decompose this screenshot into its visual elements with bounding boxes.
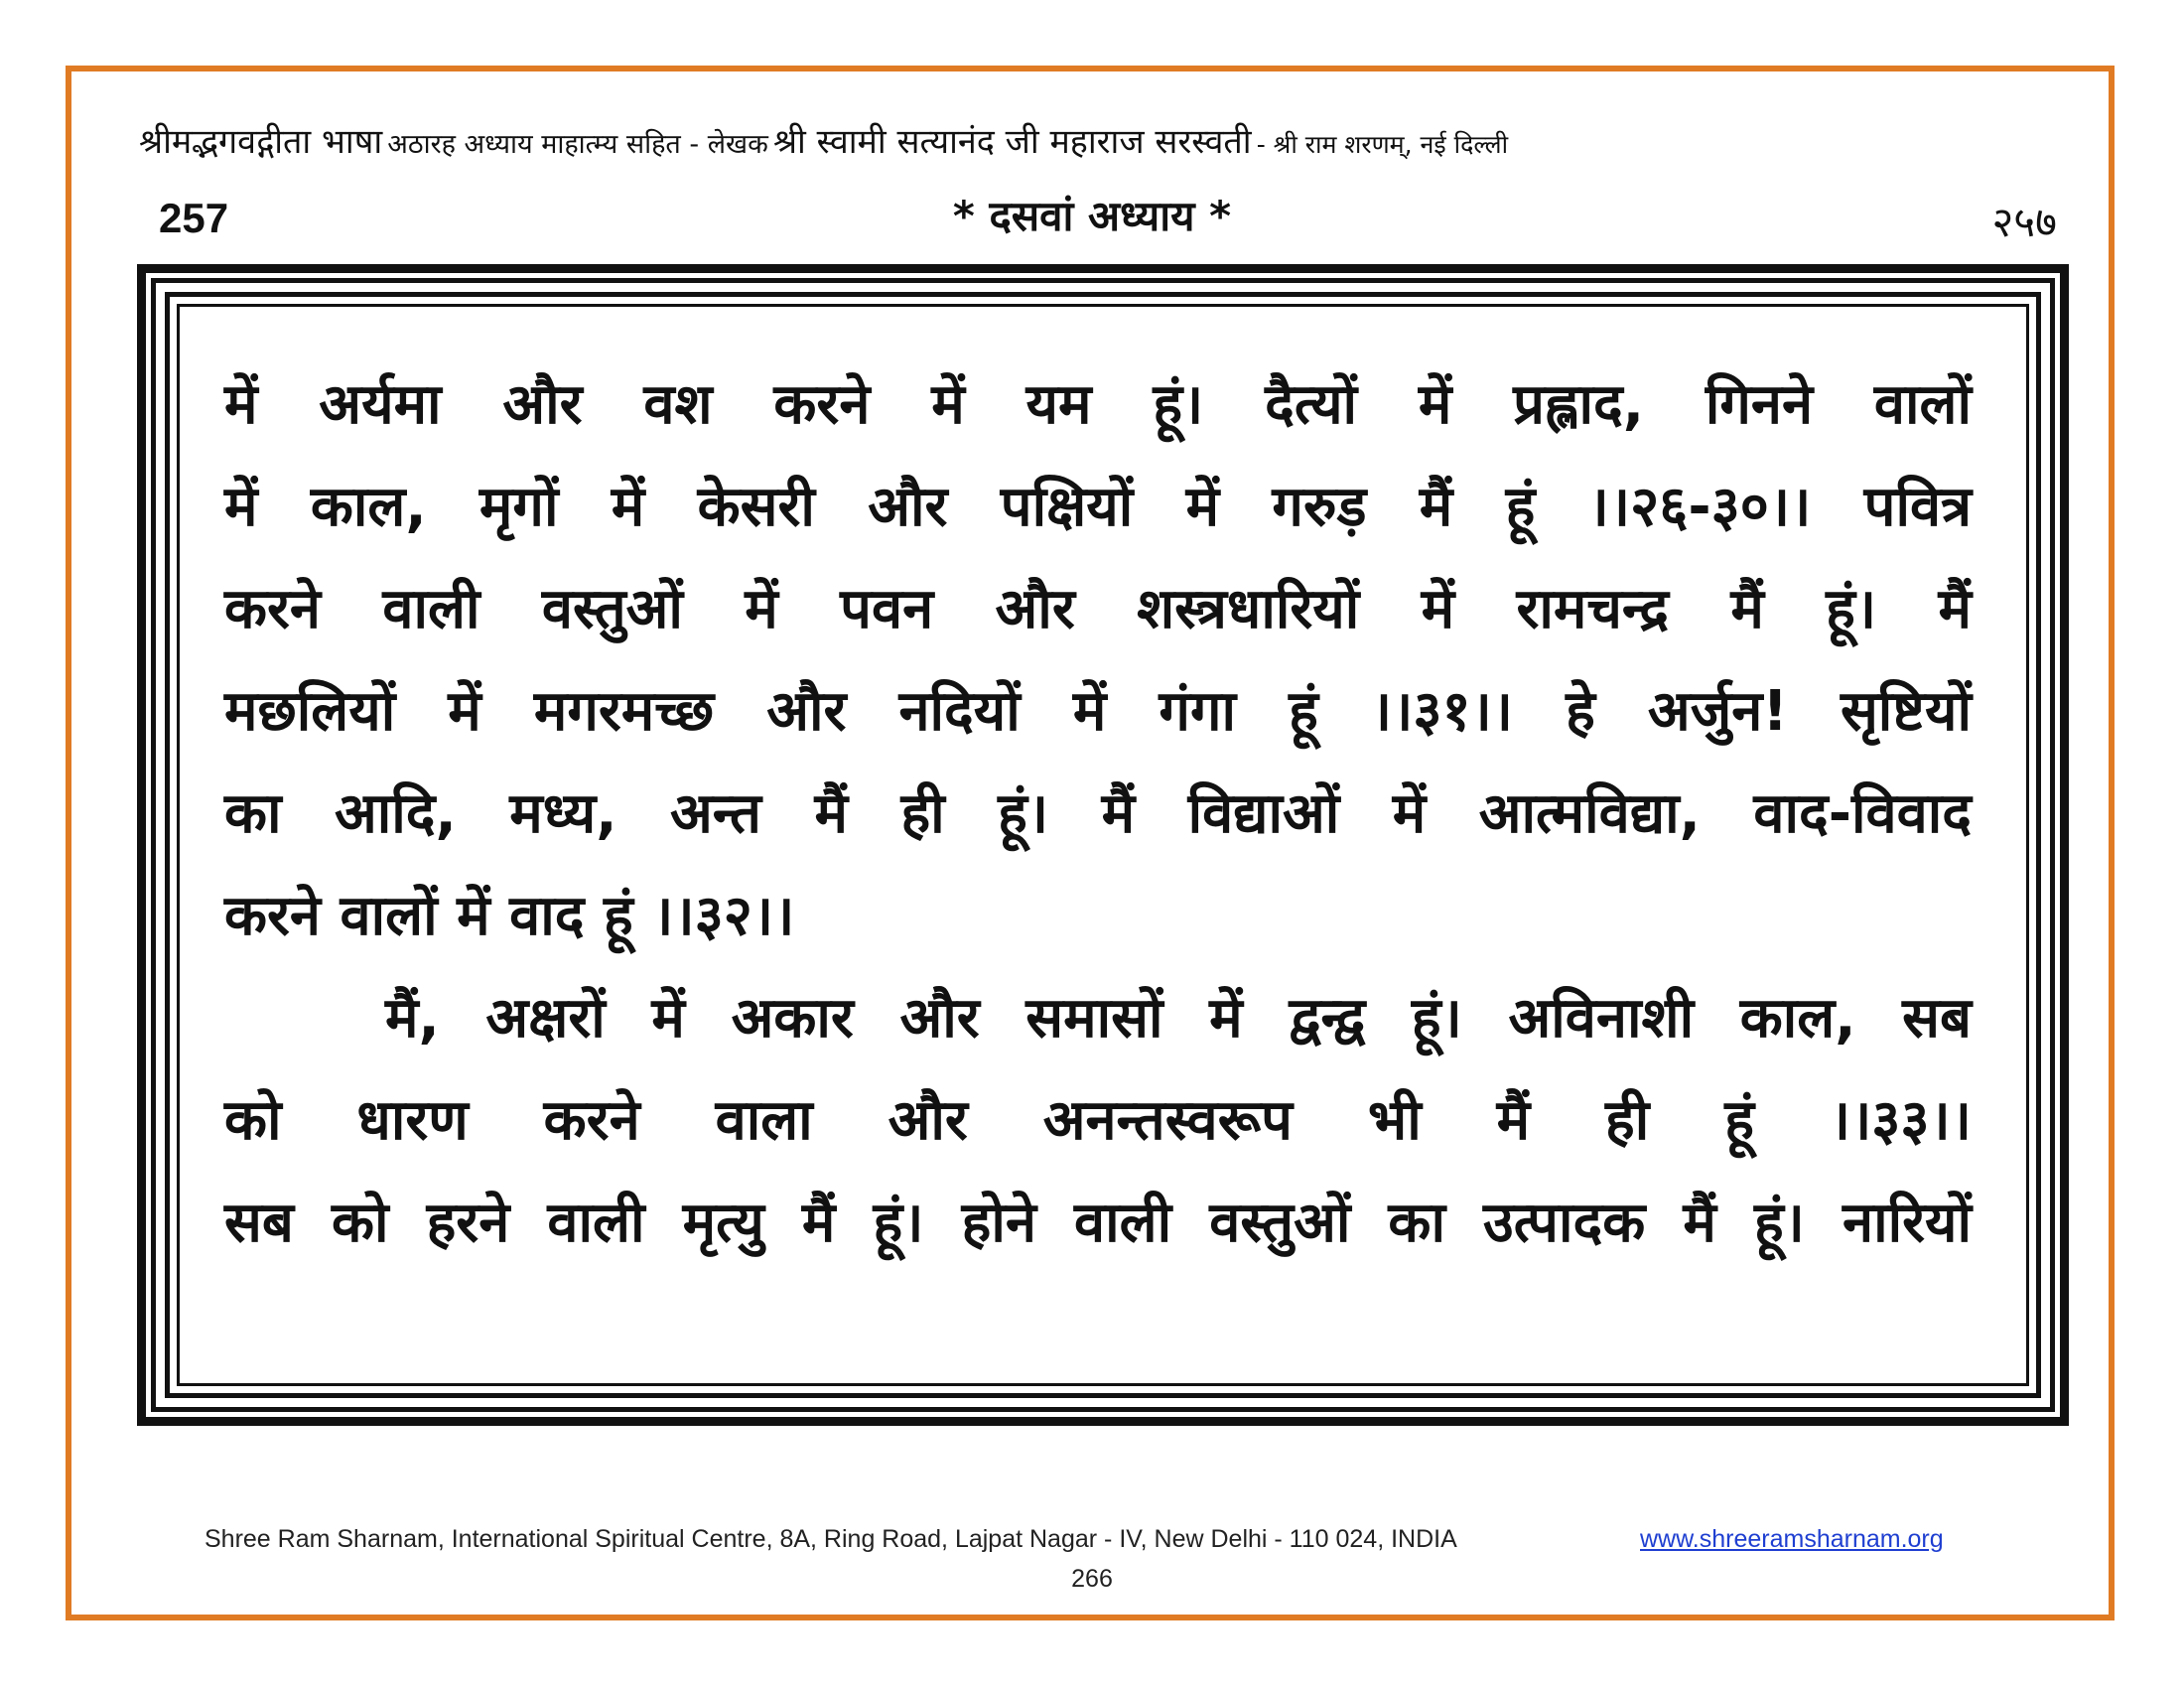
running-header xyxy=(139,117,2055,163)
chapter-title: * दसवां अध्याय * xyxy=(952,192,1232,240)
text-line: करने वाली वस्तुओं में पवन और शस्त्रधारियों में रामचन्द्र मैं हूं। मैं xyxy=(224,577,1972,641)
text-line: में अर्यमा और वश करने में यम हूं। दैत्यों में प्रह्लाद, गिनने वालों xyxy=(224,372,1972,437)
text-line: सब को हरने वाली मृत्यु मैं हूं। होने वाली वस्तुओं का उत्पादक मैं हूं। नारियों xyxy=(224,1191,1972,1255)
footer-address: Shree Ram Sharnam, International Spiritual Centre, 8A, Ring Road, Lajpat Nagar - IV, New Delhi - 110 024, INDIA xyxy=(205,1525,1457,1553)
text-line: मछलियों में मगरमच्छ और नदियों में गंगा हूं ।।३१।। हे अर्जुन! सृष्टियों xyxy=(224,679,1972,744)
publisher-name: - श्री राम शरणम्, नई दिल्ली xyxy=(1256,130,1509,159)
author-name: श्री स्वामी सत्यानंद जी महाराज सरस्वती xyxy=(772,122,1252,162)
text-line: मैं, अक्षरों में अकार और समासों में द्वन्द्व हूं। अविनाशी काल, सब xyxy=(385,986,1972,1051)
footer-page-number: 266 xyxy=(1071,1565,1113,1593)
website-link[interactable]: www.shreeramsharnam.org xyxy=(1640,1525,1944,1553)
text-line: को धारण करने वाला और अनन्तस्वरूप भी मैं ही हूं ।।३३।। xyxy=(224,1088,1972,1153)
book-title: श्रीमद्भगवद्गीता भाषा xyxy=(139,122,383,162)
text-line: करने वालों में वाद हूं ।।३२।। xyxy=(224,884,795,948)
header-subtitle: अठारह अध्याय माहात्म्य सहित - लेखक xyxy=(387,129,768,160)
text-line: का आदि, मध्य, अन्त मैं ही हूं। मैं विद्याओं में आत्मविद्या, वाद-विवाद xyxy=(224,781,1972,846)
verse-text-block xyxy=(224,353,1972,1274)
text-line: में काल, मृगों में केसरी और पक्षियों में गरुड़ मैं हूं ।।२६-३०।। पवित्र xyxy=(224,475,1972,539)
page-number-arabic: 257 xyxy=(159,195,229,241)
page-number-devanagari: २५७ xyxy=(1991,198,2057,246)
